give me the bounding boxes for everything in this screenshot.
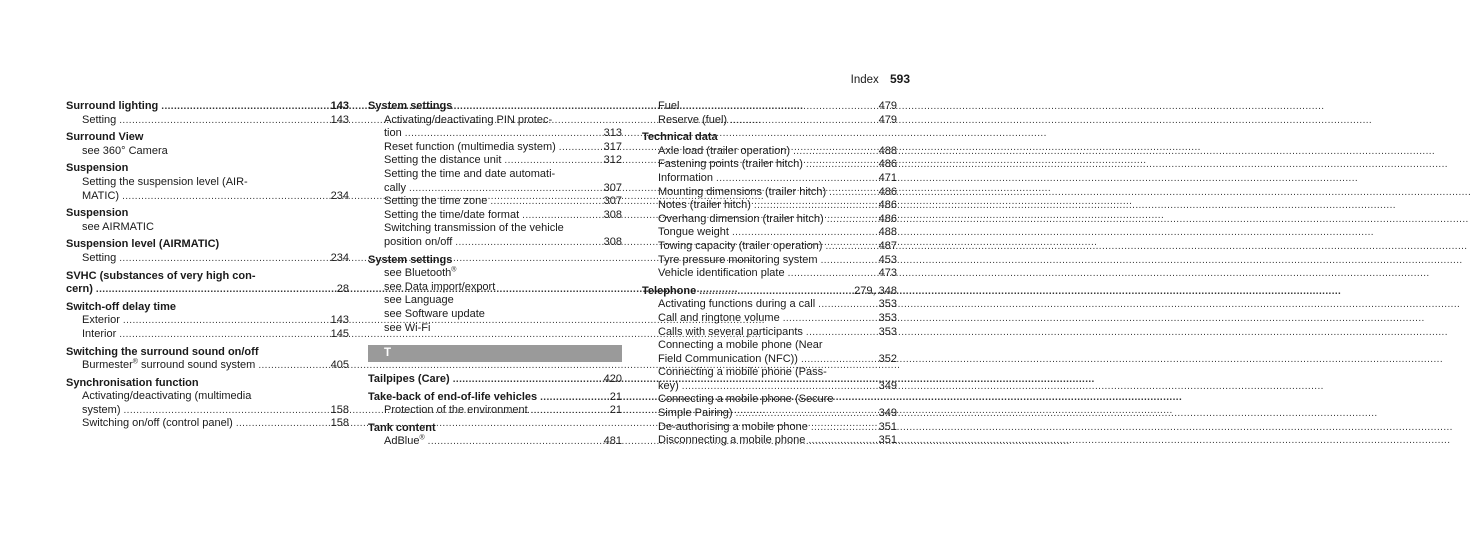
subentry-text: surround sound system — [137, 359, 256, 372]
subentry-label: Setting the distance unit — [384, 154, 502, 167]
page-ref[interactable]: 143 — [330, 113, 349, 126]
subentry-label — [384, 435, 425, 449]
dot-leader — [821, 254, 876, 268]
subentry-label: Exterior — [82, 314, 120, 327]
index-term: Telephone — [642, 284, 697, 297]
technical-data-item — [642, 267, 897, 281]
see-reference[interactable]: see Software update — [384, 307, 485, 320]
page-ref[interactable]: 279, 348 — [854, 284, 897, 297]
dot-leader — [522, 209, 601, 223]
page-ref[interactable]: 479 — [878, 100, 897, 112]
page-ref[interactable]: 353 — [878, 311, 897, 324]
entry-suspension-see — [66, 207, 349, 234]
dot-leader — [453, 373, 601, 387]
page-ref[interactable]: 479 — [878, 113, 897, 126]
index-term: Surround View — [66, 131, 144, 144]
subentry-label: Setting — [82, 113, 117, 126]
entry-tailpipes — [368, 373, 622, 387]
page-ref[interactable]: 158 — [330, 417, 349, 430]
index-term: System settings — [368, 100, 453, 112]
section-letter-bar: T — [368, 345, 622, 362]
entry-switching-surround-sound — [66, 346, 349, 373]
subentry-label: Connecting a mobile phone (Secure — [658, 393, 834, 406]
dot-leader — [806, 326, 876, 340]
dot-leader — [123, 314, 328, 328]
subentry-label: Information — [658, 171, 714, 184]
page-ref[interactable]: 453 — [878, 253, 897, 266]
dot-leader — [559, 141, 601, 155]
see-bluetooth: see Bluetooth — [384, 267, 452, 280]
subentry-label — [82, 359, 255, 373]
dot-leader — [119, 252, 327, 266]
subentry-label: cally — [384, 181, 407, 194]
technical-data-item — [642, 226, 897, 240]
technical-data-item — [642, 254, 897, 268]
subentry-label: Interior — [82, 327, 117, 340]
index-term: Suspension level (AIRMATIC) — [66, 238, 220, 251]
see-reference[interactable]: see Data import/export — [384, 280, 496, 293]
page-ref[interactable]: 473 — [878, 267, 897, 280]
technical-data-item — [642, 240, 897, 254]
see-reference[interactable]: see 360° Camera — [82, 144, 168, 157]
page-ref[interactable]: 349 — [878, 407, 897, 420]
see-reference[interactable]: see Wi-Fi — [384, 321, 431, 334]
index-term: Surround lighting — [66, 100, 159, 112]
subentry-label: Connecting a mobile phone (Pass- — [658, 366, 827, 379]
page-ref[interactable]: 21 — [609, 404, 622, 417]
index-title: Index — [850, 74, 879, 86]
page-ref[interactable]: 308 — [603, 208, 622, 221]
subentry-label: position on/off — [384, 235, 453, 248]
page-ref[interactable]: 234 — [330, 189, 349, 202]
dot-leader — [258, 359, 327, 373]
entry-take-back — [368, 391, 622, 418]
subentry-label: Calls with several participants — [658, 325, 803, 338]
index-term: Technical data — [642, 131, 718, 144]
dot-leader — [161, 100, 327, 114]
subentry-label: Protection of the environment — [384, 404, 528, 417]
dot-leader — [428, 435, 601, 449]
page-ref[interactable]: 313 — [603, 127, 622, 140]
see-reference[interactable] — [368, 267, 622, 281]
subentry-label: Towing capacity (trailer operation) — [658, 239, 823, 252]
page-ref[interactable]: 471 — [878, 171, 897, 184]
dot-leader — [732, 226, 876, 240]
subentry-label: Simple Pairing) — [658, 407, 733, 420]
subentry-label: MATIC) — [82, 189, 120, 202]
page-ref[interactable]: 307 — [603, 181, 622, 194]
dot-leader — [808, 434, 875, 448]
registered-mark: ® — [132, 358, 138, 366]
page-ref[interactable]: 420 — [603, 373, 622, 386]
entry-tank-continued — [642, 100, 897, 127]
page-ref[interactable]: 158 — [330, 403, 349, 416]
subentry-label: Call and ringtone volume — [658, 311, 780, 324]
page-ref[interactable]: 486 — [878, 158, 897, 171]
entry-surround-view — [66, 131, 349, 158]
dot-leader — [699, 285, 851, 299]
dot-leader — [682, 100, 875, 114]
technical-data-item — [642, 186, 897, 200]
dot-leader — [236, 417, 328, 431]
page-header — [851, 73, 910, 88]
page-ref[interactable]: 486 — [878, 199, 897, 212]
page-ref[interactable]: 353 — [878, 325, 897, 338]
subentry-label: Notes (trailer hitch) — [658, 199, 751, 212]
page-number: 593 — [889, 72, 910, 86]
page-ref[interactable]: 349 — [878, 379, 897, 392]
index-term: System settings — [368, 253, 453, 266]
index-term: Suspension — [66, 207, 129, 220]
technical-data-item — [642, 213, 897, 227]
registered-mark: ® — [451, 266, 457, 274]
dot-leader — [405, 127, 601, 141]
entry-telephone — [642, 285, 897, 448]
subentry-label: Switching on/off (control panel) — [82, 417, 233, 430]
subentry-label: Connecting a mobile phone (Near — [658, 339, 823, 352]
page-ref[interactable]: 28 — [336, 283, 349, 296]
dot-leader — [754, 199, 876, 213]
entry-synchronisation — [66, 377, 349, 431]
entry-suspension — [66, 162, 349, 203]
subentry-label: Fuel — [658, 100, 680, 112]
see-reference[interactable]: see AIRMATIC — [82, 220, 154, 233]
subentry-label: Field Communication (NFC)) — [658, 352, 798, 365]
entry-svhc — [66, 270, 349, 297]
index-column-2 — [368, 100, 622, 453]
index-term: Synchronisation function — [66, 376, 199, 389]
subentry-label: Setting the time and date automati- — [384, 167, 556, 180]
dot-leader — [682, 380, 876, 394]
subentry-label: Vehicle identification plate — [658, 267, 785, 280]
brand-name: Burmester — [82, 359, 133, 372]
subentry-label: Fastening points (trailer hitch) — [658, 158, 803, 171]
index-term: Tailpipes (Care) — [368, 373, 450, 386]
entry-system-settings-see — [368, 254, 622, 336]
index-term: SVHC (substances of very high con- — [66, 269, 256, 282]
page-ref[interactable]: 405 — [330, 359, 349, 372]
page-ref[interactable]: 486 — [878, 185, 897, 198]
registered-mark: ® — [419, 434, 425, 442]
dot-leader — [409, 182, 601, 196]
technical-data-item — [642, 145, 897, 159]
page-ref[interactable]: 488 — [878, 226, 897, 239]
subentry-label: Axle load (trailer operation) — [658, 144, 791, 157]
page-ref[interactable]: 353 — [878, 298, 897, 311]
dot-leader — [124, 404, 328, 418]
dot-leader — [825, 240, 875, 254]
page-ref[interactable]: 351 — [878, 420, 897, 433]
subentry-label: system) — [82, 403, 121, 416]
page-ref[interactable]: 488 — [878, 144, 897, 157]
dot-leader — [531, 404, 607, 418]
subentry-label: Overhang dimension (trailer hitch) — [658, 212, 824, 225]
index-column-3 — [642, 100, 897, 452]
subentry-label: Mounting dimensions (trailer hitch) — [658, 185, 827, 198]
index-term: Switching the surround sound on/off — [66, 345, 259, 358]
page-ref[interactable]: 143 — [330, 314, 349, 327]
entry-switch-off-delay — [66, 301, 349, 342]
dot-leader — [540, 391, 607, 405]
dot-leader — [827, 213, 876, 227]
entry-system-settings — [368, 100, 622, 250]
dot-leader — [96, 283, 334, 297]
page-ref[interactable]: 481 — [603, 435, 622, 448]
page-ref[interactable]: 487 — [878, 239, 897, 252]
dot-leader — [793, 145, 876, 159]
dot-leader — [716, 172, 876, 186]
index-term: Switch-off delay time — [66, 300, 177, 313]
subentry-label: Activating/deactivating (multimedia — [82, 390, 252, 403]
subentry-label: Activating/deactivating PIN protec- — [384, 113, 553, 126]
page-ref[interactable]: 308 — [603, 235, 622, 248]
page-ref[interactable]: 486 — [878, 212, 897, 225]
page-ref[interactable]: 21 — [609, 390, 622, 403]
subentry-label: De-authorising a mobile phone — [658, 420, 808, 433]
index-column-1 — [66, 100, 349, 435]
index-term: Suspension — [66, 162, 129, 175]
dot-leader — [806, 158, 876, 172]
entry-surround-lighting — [66, 100, 349, 127]
brand-name: AdBlue — [384, 435, 420, 448]
dot-leader — [783, 312, 876, 326]
dot-leader — [811, 421, 876, 435]
subentry-label: key) — [658, 379, 679, 392]
page-ref[interactable]: 317 — [603, 140, 622, 153]
subentry-label: Setting the time/date format — [384, 208, 520, 221]
technical-data-item — [642, 199, 897, 213]
dot-leader — [788, 267, 876, 281]
dot-leader — [829, 186, 876, 200]
subentry-label: Setting — [82, 251, 117, 264]
index-term: Tank content — [368, 421, 436, 434]
page-ref[interactable]: 145 — [330, 327, 349, 340]
entry-suspension-level — [66, 238, 349, 265]
index-term: Take-back of end-of-life vehicles — [368, 390, 538, 403]
technical-data-item — [642, 172, 897, 186]
subentry-label: Reset function (multimedia system) — [384, 140, 556, 153]
subentry-label: Disconnecting a mobile phone — [658, 434, 806, 447]
dot-leader — [455, 236, 600, 250]
subentry-label: Tongue weight — [658, 226, 729, 239]
subentry-label: Reserve (fuel) — [658, 113, 728, 126]
subentry-label: Tyre pressure monitoring system — [658, 253, 818, 266]
dot-leader — [736, 407, 876, 421]
see-reference[interactable]: see Language — [384, 294, 454, 307]
dot-leader — [818, 298, 875, 312]
dot-leader — [119, 114, 327, 128]
dot-leader — [504, 154, 600, 168]
technical-data-list — [642, 145, 897, 281]
page-ref[interactable]: 352 — [878, 352, 897, 365]
page-ref[interactable]: 307 — [603, 195, 622, 208]
dot-leader — [122, 190, 328, 204]
entry-tank-content — [368, 422, 622, 449]
page-ref[interactable]: 312 — [603, 154, 622, 167]
index-term: cern) — [66, 283, 93, 296]
technical-data-item — [642, 158, 897, 172]
subentry-label: Setting the time zone — [384, 195, 488, 208]
page-ref[interactable]: 143 — [330, 100, 349, 112]
subentry-label: Setting the suspension level (AIR- — [82, 175, 248, 188]
page-ref[interactable]: 351 — [878, 434, 897, 447]
page-ref[interactable]: 234 — [330, 251, 349, 264]
dot-leader — [490, 195, 600, 209]
subentry-label: Activating functions during a call — [658, 298, 816, 311]
dot-leader — [730, 114, 876, 128]
dot-leader — [119, 328, 327, 342]
subentry-label: Switching transmission of the vehicle — [384, 222, 564, 235]
subentry-label: tion — [384, 127, 402, 140]
entry-technical-data — [642, 131, 897, 281]
dot-leader — [801, 353, 876, 367]
